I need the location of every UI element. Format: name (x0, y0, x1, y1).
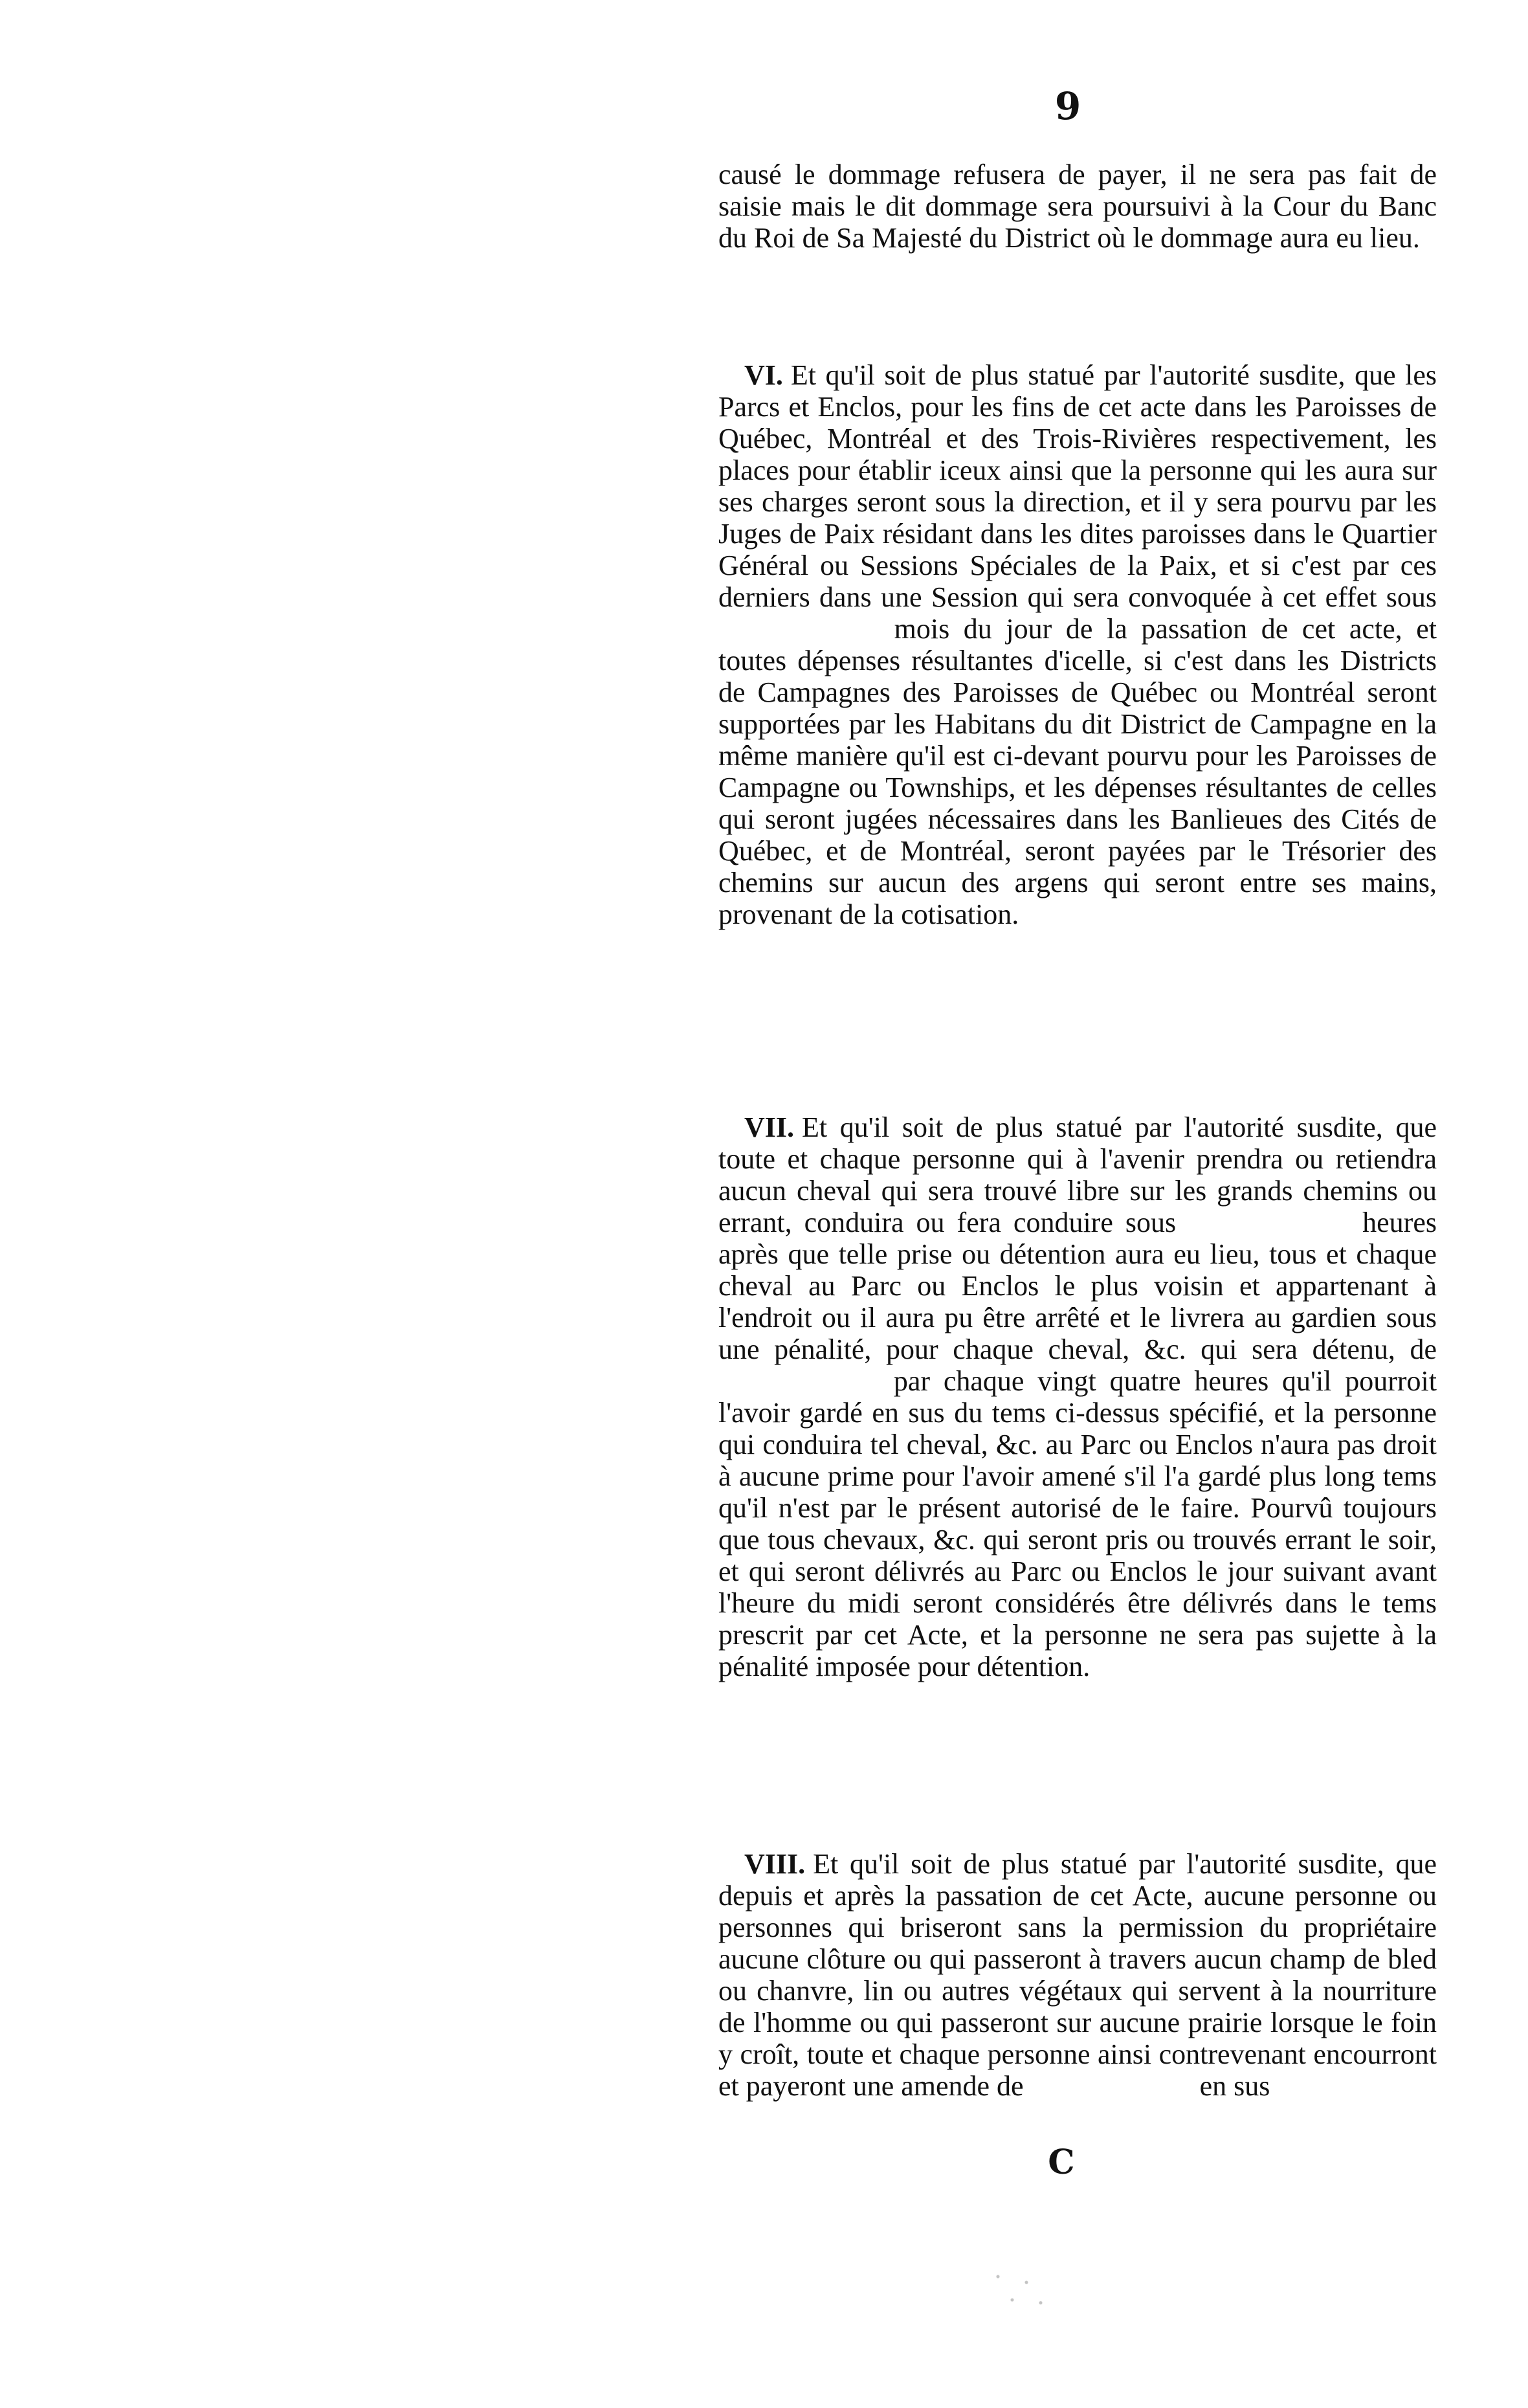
section-viii-body: Et qu'il soit de plus statué par l'autorité susdite, que depuis et après la passation de cet Acte, aucune personne ou personnes qui briseront sans la permission du propriétaire aucune clôture ou qui passeront à travers aucun champ de bled ou chanvre, lin ou autres végétaux qui servent à la nourriture de l'homme ou qui passeront sur aucune prairie lorsque le foin y croît, toute et chaque personne ainsi contrevenant encourront et payeront une amende de (718, 1848, 1437, 2102)
page-number: 9 (1054, 84, 1081, 128)
section-vi (718, 359, 1437, 930)
section-vi-numeral: VI. (744, 359, 783, 391)
section-vi-text (718, 359, 1437, 930)
section-vii (718, 1111, 1437, 1682)
section-vii-text (718, 1111, 1437, 1682)
paragraph-continuation (718, 159, 1437, 254)
section-vii-body-continued-2: par chaque vingt quatre heures qu'il pourroit l'avoir gardé en sus du tems ci-dessus spécifié, et la personne qui conduira tel cheval, &c. au Parc ou Enclos n'aura pas droit à aucune prime pour l'avoir amené s'il l'a gardé plus long tems qu'il n'est par le présent autorisé de le faire. Pourvû toujours que tous chevaux, &c. qui seront pris ou trouvés errant le soir, et qui seront délivrés au Parc ou Enclos le jour suivant avant l'heure du midi seront considérés être délivrés dans le tems prescrit par cet Acte, et la personne ne sera pas sujette à la pénalité imposée pour détention. (718, 1365, 1437, 1682)
section-vi-body: Et qu'il soit de plus statué par l'autorité susdite, que les Parcs et Enclos, pour les fins de cet acte dans les Paroisses de Québec, Montréal et des Trois-Rivières respectivement, les places pour établir iceux ainsi que la personne qui les aura sur ses charges seront sous la direction, et il y sera pourvu par les Juges de Paix résidant dans les dites paroisses dans le Quartier Général ou Sessions Spéciales de la Paix, et si c'est par ces derniers dans une Session qui sera convoquée à cet effet sous (718, 359, 1437, 613)
section-vii-body: Et qu'il soit de plus statué par l'autorité susdite, que toute et chaque personne qui à l'avenir prendra ou retiendra aucun cheval qui sera trouvé libre sur les grands chemins ou errant, conduira ou fera conduire sous (718, 1111, 1437, 1238)
section-vii-numeral: VII. (744, 1111, 795, 1143)
section-viii-body-continued: en sus (1199, 2070, 1270, 2102)
section-vi-body-continued: mois du jour de la passation de cet acte, et toutes dépenses résultantes d'icelle, si c'est dans les Districts de Campagnes des Paroisses de Québec ou Montréal seront supportées par les Habitans du dit District de Campagne en la même manière qu'il est ci-devant pourvu pour les Paroisses de Campagne ou Townships, et les dépenses résultantes de celles qui seront jugées nécessaires dans les Banlieues des Cités de Québec, et de Montréal, seront payées par le Trésorier des chemins sur aucun des argens qui seront entre ses mains, provenant de la cotisation. (718, 613, 1437, 930)
print-speckle (984, 2259, 1055, 2317)
section-viii-text (718, 1848, 1437, 2102)
section-viii (718, 1848, 1437, 2102)
section-vii-body-continued: heures après que telle prise ou détention aura eu lieu, tous et chaque cheval au Parc ou Enclos le plus voisin et appartenant à l'endroit ou il aura pu être arrêté et le livrera au gardien sous une pénalité, pour chaque cheval, &c. qui sera détenu, de (718, 1207, 1437, 1365)
paragraph-continuation-text: causé le dommage refusera de payer, il ne sera pas fait de saisie mais le dit dommage sera poursuivi à la Cour du Banc du Roi de Sa Majesté du District où le dommage aura eu lieu. (718, 159, 1437, 254)
section-viii-numeral: VIII. (744, 1848, 806, 1880)
signature-mark: C (1048, 2143, 1075, 2182)
